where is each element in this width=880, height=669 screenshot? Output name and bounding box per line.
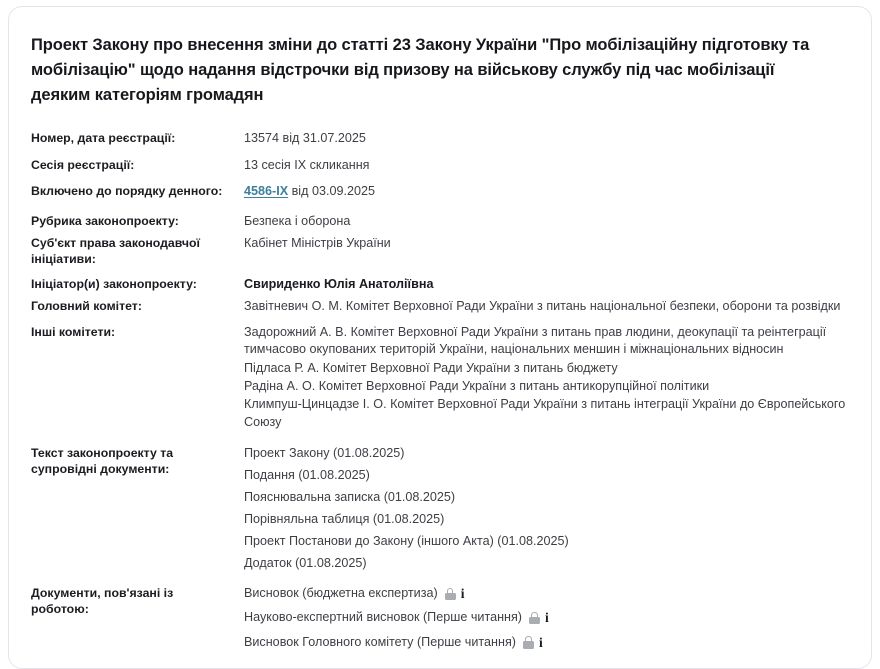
- lock-icon: [523, 636, 534, 648]
- info-icon[interactable]: i: [460, 585, 465, 601]
- field-label-rubric: Рубрика законопроекту:: [31, 214, 179, 229]
- field-value-agenda: [244, 183, 849, 200]
- info-icon[interactable]: i: [538, 634, 543, 650]
- field-label-number-date: Номер, дата реєстрації:: [31, 131, 176, 146]
- field-row-documents: [31, 445, 849, 572]
- field-row-initiator: [31, 276, 849, 293]
- field-row-agenda: [31, 183, 849, 200]
- field-label-other-committees: Інші комітети:: [31, 324, 116, 339]
- page-title: Проект Закону про внесення зміни до статті 23 Закону України "Про мобілізаційну підготовку та мобілізацію" щодо надання відстрочки від призову на військову службу під час мобілізації деяким категоріям громадян: [31, 36, 810, 105]
- committee-entry: Радіна А. О. Комітет Верховної Ради України з питань антикорупційної політики: [244, 379, 710, 394]
- field-row-number-date: [31, 130, 849, 147]
- field-row-main-committee: [31, 298, 849, 315]
- field-row-session: [31, 157, 849, 174]
- field-label-main-committee: Головний комітет:: [31, 298, 142, 313]
- field-row-rubric: [31, 213, 849, 230]
- bill-card: [8, 6, 872, 669]
- field-label-documents: Текст законопроекту та супровідні документи:: [31, 446, 174, 477]
- committee-entry: Задорожний А. В. Комітет Верховної Ради України з питань прав людини, деокупації та реінтеграції тимчасово окупованих територій України, національних меншин і міжнаціональних відносин: [244, 324, 827, 357]
- field-value-documents: [244, 445, 849, 572]
- document-item[interactable]: Пояснювальна записка (01.08.2025): [244, 489, 456, 504]
- lock-icon: [529, 612, 540, 624]
- field-label-session: Сесія реєстрації:: [31, 157, 135, 172]
- document-item[interactable]: Подання (01.08.2025): [244, 468, 370, 483]
- document-item[interactable]: Додаток (01.08.2025): [244, 555, 367, 570]
- related-document-label[interactable]: Висновок Головного комітету (Перше читання): [244, 634, 516, 649]
- field-label-related-documents: Документи, пов'язані із роботою:: [31, 585, 174, 617]
- field-label-initiator: Ініціатор(и) законопроекту:: [31, 277, 197, 292]
- bill-metadata-list: [31, 130, 849, 651]
- field-value-related-documents: [244, 585, 849, 651]
- field-value-other-committees: [244, 324, 849, 432]
- document-item[interactable]: Проект Закону (01.08.2025): [244, 446, 405, 461]
- committee-entry: Підласа Р. А. Комітет Верховної Ради України з питань бюджету: [244, 360, 618, 375]
- lock-icon: [445, 588, 456, 600]
- related-document-label[interactable]: Науково-експертний висновок (Перше читання): [244, 610, 523, 625]
- field-value-rubric: Безпека і оборона: [244, 214, 351, 229]
- document-item[interactable]: Проект Постанови до Закону (іншого Акта) (01.08.2025): [244, 533, 569, 548]
- agenda-date-text: від 03.09.2025: [288, 183, 375, 198]
- document-item[interactable]: Порівняльна таблиця (01.08.2025): [244, 511, 445, 526]
- field-row-related-documents: [31, 585, 849, 651]
- field-row-other-committees: [31, 324, 849, 432]
- related-document-label[interactable]: Висновок (бюджетна експертиза): [244, 585, 438, 600]
- field-value-session: 13 сесія IX скликання: [244, 157, 370, 172]
- field-label-subject: Суб'єкт права законодавчої ініціативи:: [31, 235, 200, 266]
- agenda-number-link[interactable]: 4586-IX: [244, 183, 289, 198]
- related-document-item: [244, 585, 849, 602]
- field-label-agenda: Включено до порядку денного:: [31, 183, 223, 198]
- related-document-item: [244, 634, 849, 651]
- field-value-initiator: Свириденко Юлія Анатоліївна: [244, 277, 434, 292]
- field-value-subject: Кабінет Міністрів України: [244, 235, 391, 250]
- info-icon[interactable]: i: [545, 610, 549, 626]
- committee-entry: Климпуш-Цинцадзе І. О. Комітет Верховної Ради України з питань інтеграції України до Європейського Союзу: [244, 397, 846, 429]
- field-value-main-committee: Завітневич О. М. Комітет Верховної Ради України з питань національної безпеки, оборони та розвідки: [244, 298, 841, 313]
- related-document-item: [244, 609, 849, 626]
- field-value-number-date: 13574 від 31.07.2025: [244, 131, 366, 146]
- field-row-subject: [31, 235, 849, 267]
